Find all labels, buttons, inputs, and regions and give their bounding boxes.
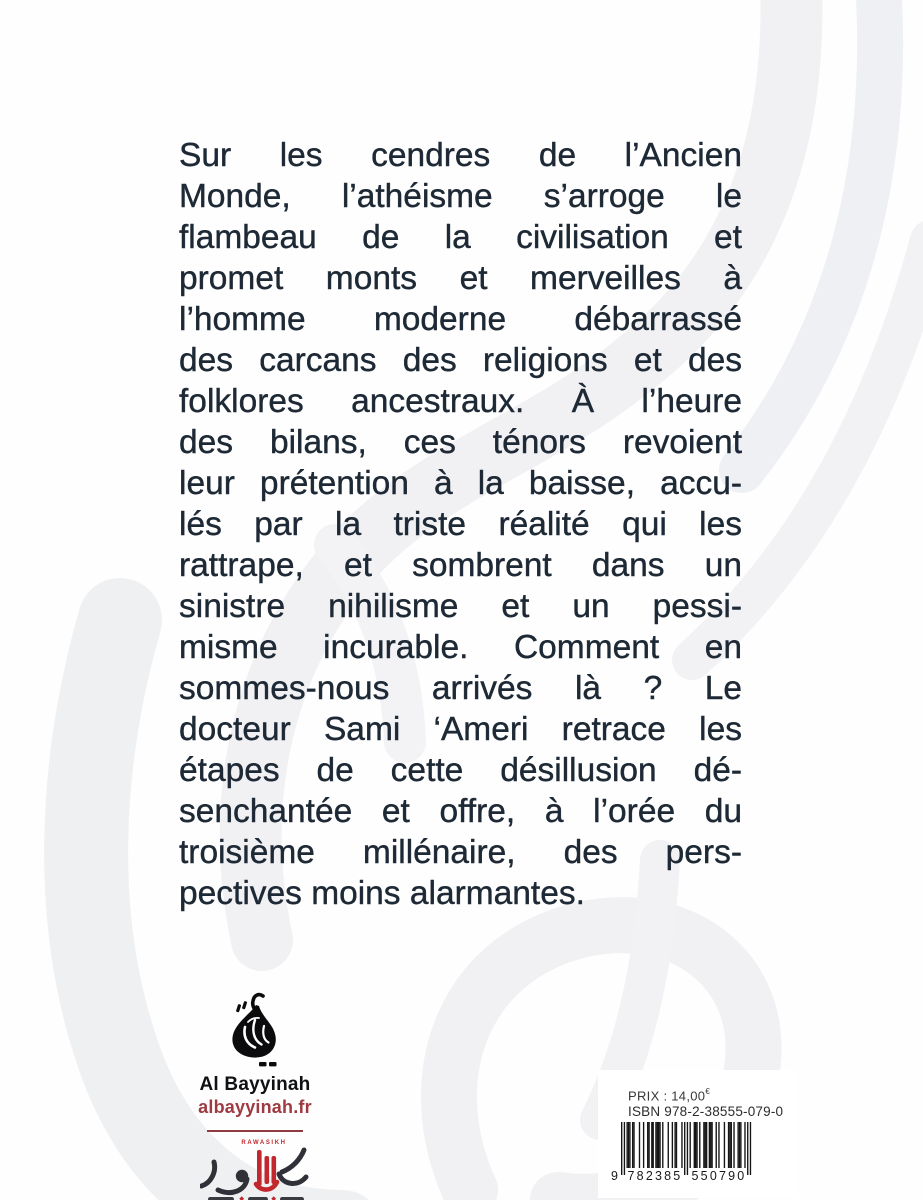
- blurb-line: misme incurable. Comment en: [179, 629, 742, 666]
- blurb-line: sinistre nihilisme et un pessi-: [179, 588, 742, 625]
- barcode-right-digits: 550790: [691, 1169, 747, 1183]
- al-bayyinah-logo-icon: [215, 992, 295, 1072]
- blurb-line: promet monts et merveilles à: [179, 260, 742, 297]
- blurb-line: lés par la triste réalité qui les: [179, 506, 742, 543]
- blurb-line: leur prétention à la baisse, accu-: [179, 465, 742, 502]
- blurb-line: troisième millénaire, des pers-: [179, 834, 742, 871]
- price-text: PRIX : 14,00: [628, 1088, 706, 1104]
- barcode-first-digit: 9: [611, 1169, 618, 1183]
- blurb-line: l’homme moderne débarrassé: [179, 301, 742, 338]
- publisher-block: [170, 992, 340, 1200]
- blurb-line: flambeau de la civilisation et: [179, 219, 742, 256]
- price-label: [628, 1088, 710, 1103]
- barcode-panel: [598, 1070, 798, 1198]
- blurb-line: des bilans, ces ténors revoient: [179, 424, 742, 461]
- rawasikh-arabic-calligraphy-icon: [200, 1146, 310, 1200]
- blurb-line: docteur Sami ‘Ameri retrace les: [179, 711, 742, 748]
- blurb-line: sommes-nous arrivés là ? Le: [179, 670, 742, 707]
- blurb-line: senchantée et offre, à l’orée du: [179, 793, 742, 830]
- publisher-name: Al Bayyinah: [199, 1074, 311, 1095]
- blurb-line: folklores ancestraux. À l’heure: [179, 383, 742, 420]
- publisher-website: albayyinah.fr: [198, 1097, 312, 1117]
- back-cover-blurb: [179, 135, 742, 914]
- blurb-line: des carcans des religions et des: [179, 342, 742, 379]
- blurb-line: rattrape, et sombrent dans un: [179, 547, 742, 584]
- ean13-barcode: [621, 1122, 755, 1176]
- barcode-left-digits: 782385: [627, 1169, 683, 1183]
- rawasikh-latin-label: RAWASIKH: [241, 1140, 287, 1146]
- blurb-line: Sur les cendres de l’Ancien: [179, 137, 742, 174]
- euro-sign: €: [705, 1087, 711, 1096]
- divider-rule: [207, 1130, 303, 1132]
- blurb-line: étapes de cette désillusion dé-: [179, 752, 742, 789]
- blurb-line: pectives moins alarmantes.: [179, 875, 585, 912]
- blurb-line: Monde, l’athéisme s’arroge le: [179, 178, 742, 215]
- rawasikh-logo: [200, 1140, 310, 1200]
- isbn-label: ISBN 978-2-38555-079-0: [628, 1104, 784, 1119]
